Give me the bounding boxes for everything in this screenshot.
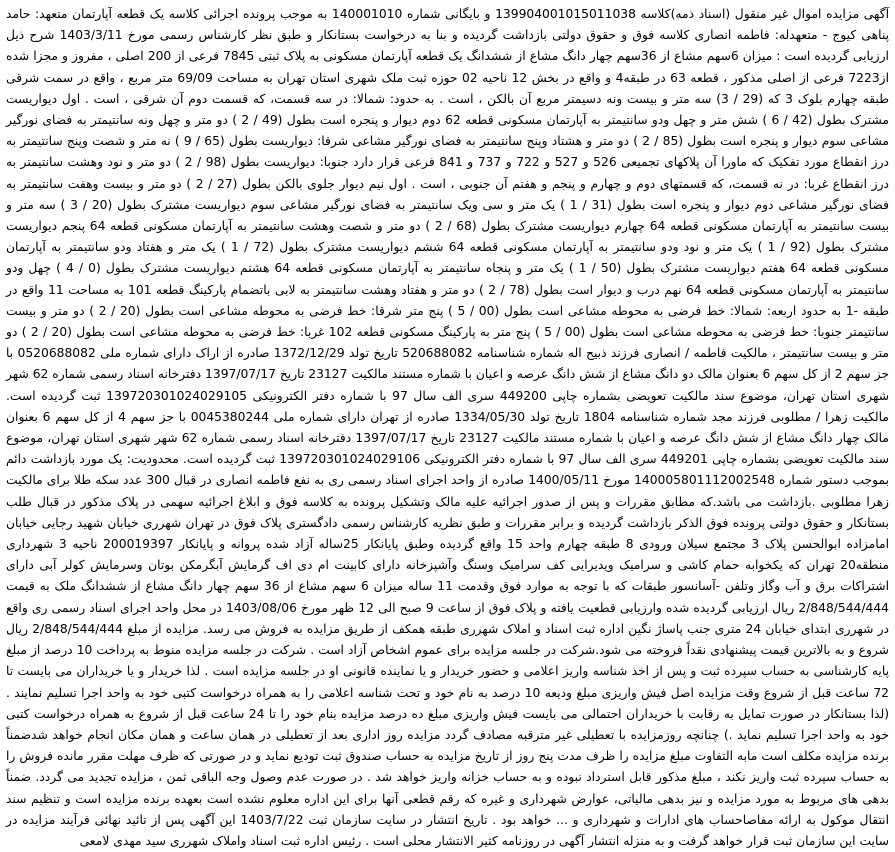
auction-notice-text: آگهی مزایده اموال غیر منقول (اسناد ذمه)کلاسه 13990400101501103‌8 و بایگانی شماره 140001010 به موجب پرونده اجرائی کلاسه یک قطعه آپارتمان متعهد: حامد پناهی کیوج - متعهدله: فاطمه انصاری کلاسه فوق و حقوق دولتی بازداشت گردیده و بنا به درخواست بستانکار و طبق نظر کارشناس رسمی مورخ 1403/3/11 شرح ذیل ارزیابی گردیده است : میزان 6سهم مشاع از 36سهم چهار دانگ مشاع از ششدانگ یک قطعه آپارتمان مسکونی به پلاک ثبتی 7845 فرعی از 200 اصلی ، مفروز و مجزا شده از7223 فرعی از اصلی مذکور ، قطعه 63 در طبقه4 و واقع در بخش 12 ناحیه 02 حوزه ثبت ملک شهری استان تهران به مساحت 69/09 متر مربع ، واقع در سمت شرقی طبقه چهارم بلوک 3 که (29 / 3) سه متر و بیست ونه دسیمتر مربع آن بالکن ، است . به حدود: شمالا: در سه قسمت، که قسمت دوم آن شرقی ، است . اول دیواریست مشترک بطول (42 / 6 ) شش متر و چهل ودو سانتیمتر به آپارتمان مسکونی قطعه 62 دوم دیوار و پنجره است بطول (49 / 2 ) دو متر و چهل ونه سانتیمتر به فضای نورگیر مشاعی سوم دیوار و پنجره است بطول (85 / 2 ) دو متر و هشتاد وپنج سانتیمتر به فضای نورگیر مشاعی شرقا: دیواریست بطول (65 / 9 ) نه متر و شصت وپنج سانتیمتر به درز انقطاع مورد تفکیک که ماورا آن پلاکهای تجمیعی 526 و 527 و 722 و 737 و 841 فرعی قرار دارد جنوبا: دیواریست بطول (98 / 2 ) دو متر و نود وهشت سانتیمتر به درز انقطاع غربا: در نه قسمت، که قسمتهای دوم و چهارم و پنجم و هفتم آن جنوبی ، است . اول نیم دیوار جلوی بالکن بطول (27 / 2 ) دو متر و بیست وهفت سانتیمتر به فضای نورگیر مشاعی دوم دیوار و پنجره است بطول (31 / 1 ) یک متر و سی ویک سانتیمتر به فضای نورگیر مشاعی سوم دیواریست مشترک بطول (20 / 3 ) سه متر و بیست سانتیمتر به آپارتمان مسکونی قطعه 64 چهارم دیواریست مشترک بطول (68 / 2 ) دو متر و شصت وهشت سانتیمتر به آپارتمان مسکونی قطعه 64 پنجم دیواریست مشترک بطول (92 / 1 ) یک متر و نود ودو سانتیمتر به آپارتمان مسکونی قطعه 64 ششم دیواریست مشترک بطول (72 / 1 ) یک متر و هفتاد ودو سانتیمتر به آپارتمان مسکونی قطعه 64 هفتم دیواریست مشترک بطول (50 / 1 ) یک متر و پنجاه سانتیمتر به آپارتمان مسکونی قطعه 64 هشتم دیواریست مشترک بطول (0 / 4 ) چهل ودو سانتیمتر به آپارتمان مسکونی قطعه 64 نهم درب و دیوار است بطول (78 / 2 ) دو متر و هفتاد وهشت سانتیمتر به لابی باتضمام پارکینگ قطعه 101 به مساحت 11 واقع در طبقه -1 به حدود اربعه: شمالا: خط فرضی به محوطه مشاعی است بطول (00 / 5 ) پنج متر شرقا: خط فرضی به محوطه مشاعی است بطول (20 / 2 ) دو متر و بیست سانتیمتر جنوبا: خط فرضی به محوطه مشاعی است بطول (00 / 5 ) پنج متر به پارکینگ مسکونی قطعه 102 غربا: خط فرضی به محوطه مشاعی است بطول (20 / 2 ) دو متر و بیست سانتیمتر ، مالکیت فاطمه / انصاری فرزند ذبیح اله شماره شناسنامه 520688082 تاریخ تولد 1372/12/29 صادره از اراک دارای شماره ملی 0520688082 با جز سهم 2 از کل سهم 6 بعنوان مالک دو دانگ مشاع از شش دانگ عرصه و اعیان با شماره مستند مالکیت 23127 تاریخ 1397/07/17 دفترخانه اسناد رسمی شماره 62 شهر شهری استان تهران، موضوع سند مالکیت تعویضی بشماره چاپی 449200 سری الف سال 97 با شماره دفتر الکترونیکی 139720301024029105 ثبت گردیده است. مالکیت زهرا / مطلوبی فرزند مجد شماره شناسنامه 1804 تاریخ تولد 1334/05/30 صادره از تهران دارای شماره ملی 0045380244 با جز سهم 4 از کل سهم 6 بعنوان مالک چهار دانگ مشاع از شش دانگ عرصه و اعیان با شماره مستند مالکیت 23127 تاریخ 1397/07/17 دفترخانه اسناد رسمی شماره 62 شهر شهری استان تهران، موضوع سند مالکیت تعویضی بشماره چاپی 449201 سری الف سال 97 با شماره دفتر الکترونیکی 139720301024029106 ثبت گردیده است. محدودیت: یک مورد بازداشت دائم بموجب دستور شماره 140005801112002548 مورخ 1400/05/11 صادره از واحد اجرای اسناد رسمی ری به نفع فاطمه انصاری در قبال 300 عدد سکه طلا برای مالکیت زهرا مطلوبی .بازداشت می باشد.که مطابق مقررات و پس از صدور اجرائیه علیه مالک وتشکیل پرونده به کلاسه فوق و ابلاغ اجرائیه سهمی در پلاک مذکور در قبال طلب بستانکار و حقوق دولتی پرونده فوق الذکر بازداشت گردیده و برابر مقررات و طبق نظریه کارشناس رسمی دادگستری پلاک فوق در تهران شهرری خیابان شهید رجایی خیابان امامزاده ابوالحسن پلاک 3 مجتمع سیلان ورودی 8 طبقه چهارم واحد 15 واقع گردیده وطبق پایانکار 25ساله آزاد شده پروانه و پایانکار 200019397 ناحیه 3 شهرداری منطقه20 تهران که یکخوابه حمام کاشی و سرامیک ویدیرایی کف سرامیک وسنگ وآشپزخانه دارای کابینت ام دی اف گرمایش آبگرمکن بوتان وسرمایش کولر آبی دارای اشتراکات برق و آب وگاز وتلفن -آسانسور طبقات که با توجه به موارد فوق وقدمت 11 ساله میزان 6 سهم مشاع از 36 سهم چهار دانگ مشاع از ششدانگ ملک به قیمت 2/848/544/444 ریال ارزیابی گردیده شده وارزیابی قطعیت یافته و پلاک فوق از ساعت 9 صبح الی 12 ظهر مورخ 1403/08/06 در محل واحد اجرای اسناد رسمی ری واقع در شهرری ابتدای خیابان 24 متری جنب پاساژ نگین اداره ثبت اسناد و املاک شهرری طبقه همکف از طریق مزایده به فروش می رسد. مزایده از مبلغ 2/848/544/444 ریال شروع و به بالاترین قیمت پیشنهادی نقداً فروخته می شود.شرکت در جلسه مزایده برای عموم اشخاص آزاد است . شرکت در جلسه مزایده منوط به پرداخت 10 درصد از مبلغ پایه کارشناسی به حساب سپرده ثبت و پس از اخذ شناسه واریز اعلامی و حضور خریدار و یا نماینده قانونی او در جلسه مزایده است . لذا خریدار و یا خریداران می بایست تا 72 ساعت قبل از شروع وقت مزایده اصل فیش واریزی مبلغ ودیعه 10 درصد به نام خود و تحت شناسه اعلامی را به همراه درخواست کتبی خود به واحد اجرا تسلیم نمایند .(لذا بستانکار در صورت تمایل به رقابت با خریداران احتمالی می بایست فیش واریزی مبلغ ده درصد مزایده بنام خود را تا 24 ساعت قبل از شروع به همراه درخواست کتبی خود به واحد اجرا تسلیم نماید .) چنانچه روزمزایده با تعطیلی غیر مترقبه مصادف گردد مزایده روز اداری بعد از تعطیلی در همان ساعت و همان مکان انجام خواهد شدضمناً برنده مزایده مکلف است مابه التفاوت مبلغ مزایده را ظرف مدت پنج روز از تاریخ مزایده به حساب صندوق ثبت تودیع نماید و در صورتی که ظرف مهلت مقرر مانده فروش را به حساب سپرده ثبت واریز نکند ، مبلغ مذکور قابل استرداد نبوده و به حساب خزانه واریز خواهد شد . در صورت عدم وصول وجه الباقی ثمن ، مزایده تجدید می گردد. ضمناً بدهی های مربوط به مورد مزایده و نیز بدهی مالیاتی، عوارض شهرداری و غیره که رقم قطعی آنها برای این اداره معلوم نشده است بعهده برنده مزایده است و تنظیم سند انتقال موکول به ارائه مفاصاحساب های ادارات و شهرداری و ... خواهد بود . تاریخ انتشار در سایت سازمان ثبت 1403/7/22 این آگهی پس از تائید نهائی فرآیند مزایده در سایت این سازمان ثبت قرار خواهد گرفت و به منزله انتشار آگهی در روزنامه کثیر الانتشار محلی است . رئیس اداره ثبت اسناد واملاک شهرری سید مهدی لامعی: [6, 7, 890, 848]
